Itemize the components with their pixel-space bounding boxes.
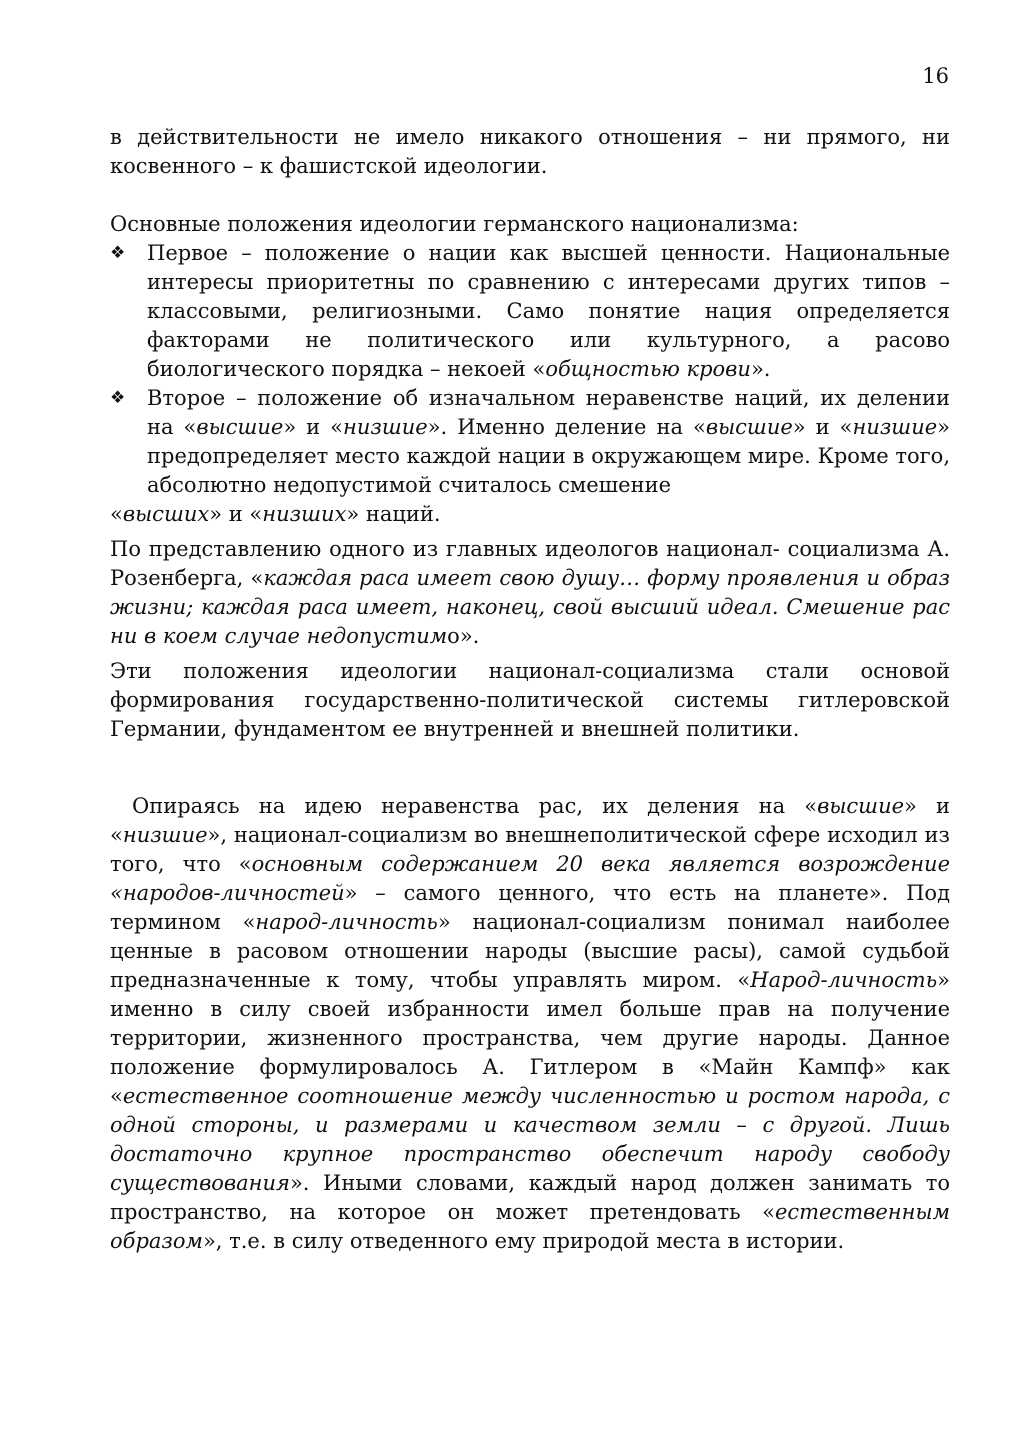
spacer — [110, 744, 950, 792]
continuation-line: «высших» и «низших» наций. — [110, 502, 441, 526]
spacer — [110, 181, 950, 210]
diamond-bullet-icon: ❖ — [110, 243, 126, 263]
page-number: 16 — [922, 64, 949, 88]
foundation-paragraph: Эти положения идеологии национал-социализма стали основой формирования государственно-политической системы гитлеровской Германии, фундаментом ее внутренней и внешней политики. — [110, 659, 950, 741]
list-item: ❖ Второе – положение об изначальном неравенстве наций, их делении на «высшие» и «низшие». Именно деление на «высшие» и «низшие» предопределяет место каждой нации в окружающем мире. Кроме того, абсолютно недопустимой считалось смешение — [110, 386, 950, 497]
list-item: ❖ Первое – положение о нации как высшей ценности. Национальные интересы приоритетны по сравнению с интересами других типов – классовыми, религиозными. Само понятие нация определяется факторами не политического или культурного, а расово биологического порядка – некоей «общностью крови». — [110, 241, 950, 381]
main-paragraph: Опираясь на идею неравенства рас, их деления на «высшие» и «низшие», национал-социализм во внешнеполитической сфере исходил из того, что «основным содержанием 20 века является возрождение «народов-личностей» – самого ценного, что есть на планете». Под термином «народ-личность» национал-социализм понимал наиболее ценные в расовом отношении народы (высшие расы), самой судьбой предназначенные к тому, чтобы управлять миром. «Народ-личность» именно в силу своей избранности имел больше прав на получение территории, жизненного пространства, чем другие народы. Данное положение формулировалось А. Гитлером в «Майн Кампф» как «естественное соотношение между численностью и ростом народа, с одной стороны, и размерами и качеством земли – с другой. Лишь достаточно крупное пространство обеспечит народу свободу существования». Иными словами, каждый народ должен занимать то пространство, на которое он может претендовать «естественным образом», т.е. в силу отведенного ему природой места в истории. — [110, 794, 950, 1253]
diamond-bullet-icon: ❖ — [110, 388, 126, 408]
bullet-list — [110, 239, 950, 500]
rosenberg-paragraph: По представлению одного из главных идеологов национал- социализма А. Розенберга, «каждая раса имеет свою душу… форму проявления и образ жизни; каждая раса имеет, наконец, свой высший идеал. Смешение рас ни в коем случае недопустимо». — [110, 537, 950, 648]
page-content — [110, 123, 950, 1256]
section-heading: Основные положения идеологии германского национализма: — [110, 212, 799, 236]
intro-paragraph: в действительности не имело никакого отношения – ни прямого, ни косвенного – к фашистской идеологии. — [110, 125, 950, 178]
